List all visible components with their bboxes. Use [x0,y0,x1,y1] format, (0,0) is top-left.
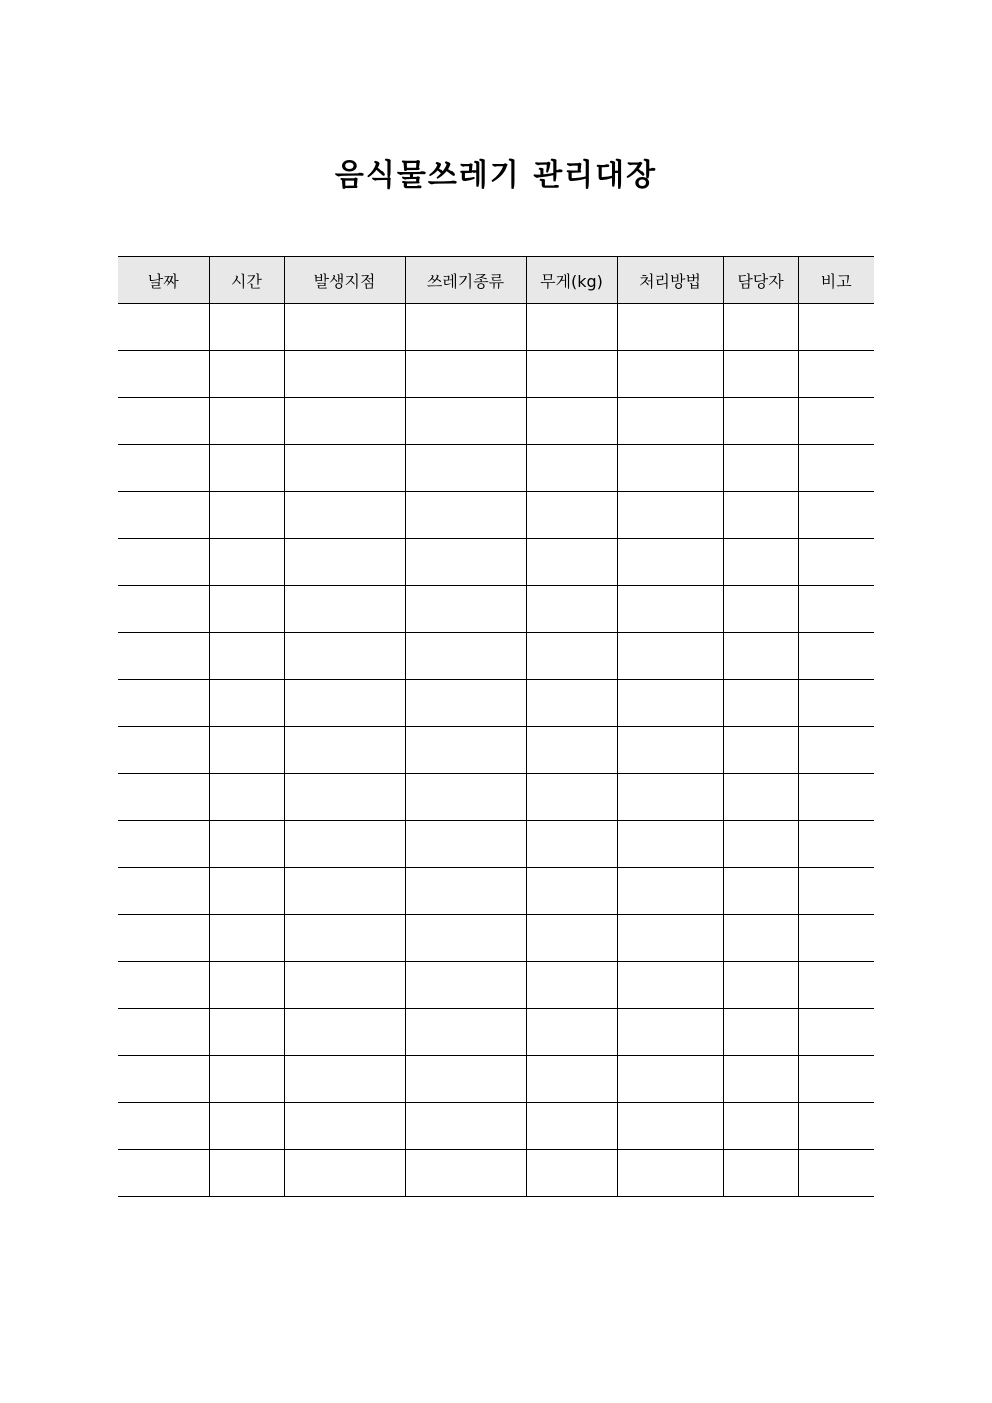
cell-disposal-method [617,398,723,445]
cell-location [284,821,405,868]
cell-weight [526,1150,617,1197]
cell-location [284,680,405,727]
cell-manager [723,1056,798,1103]
cell-waste-type [405,304,526,351]
cell-manager [723,445,798,492]
cell-location [284,962,405,1009]
cell-manager [723,351,798,398]
cell-waste-type [405,915,526,962]
cell-disposal-method [617,304,723,351]
cell-time [209,774,284,821]
cell-location [284,774,405,821]
cell-time [209,351,284,398]
cell-remarks [798,962,874,1009]
cell-date [118,821,209,868]
table-row [118,1103,874,1150]
cell-waste-type [405,398,526,445]
cell-weight [526,868,617,915]
cell-disposal-method [617,539,723,586]
cell-remarks [798,680,874,727]
table-row [118,492,874,539]
cell-time [209,962,284,1009]
cell-remarks [798,727,874,774]
table-row [118,1056,874,1103]
cell-date [118,915,209,962]
cell-location [284,727,405,774]
table-row [118,304,874,351]
cell-time [209,398,284,445]
cell-location [284,492,405,539]
cell-manager [723,539,798,586]
cell-waste-type [405,774,526,821]
cell-location [284,1103,405,1150]
cell-date [118,1150,209,1197]
cell-weight [526,633,617,680]
cell-location [284,1056,405,1103]
cell-waste-type [405,1150,526,1197]
cell-location [284,868,405,915]
cell-weight [526,539,617,586]
cell-time [209,1056,284,1103]
cell-disposal-method [617,586,723,633]
cell-date [118,351,209,398]
table-row [118,586,874,633]
cell-location [284,351,405,398]
cell-disposal-method [617,774,723,821]
table-row [118,351,874,398]
table-row [118,821,874,868]
cell-weight [526,821,617,868]
cell-weight [526,586,617,633]
cell-waste-type [405,445,526,492]
cell-location [284,1150,405,1197]
cell-remarks [798,915,874,962]
cell-weight [526,1056,617,1103]
cell-disposal-method [617,1056,723,1103]
cell-remarks [798,868,874,915]
cell-disposal-method [617,351,723,398]
cell-waste-type [405,680,526,727]
cell-manager [723,821,798,868]
cell-waste-type [405,633,526,680]
cell-manager [723,868,798,915]
cell-time [209,915,284,962]
cell-remarks [798,633,874,680]
table-body [118,304,874,1197]
cell-manager [723,1103,798,1150]
column-header-time: 시간 [209,257,284,304]
cell-weight [526,1009,617,1056]
table-row [118,962,874,1009]
cell-time [209,727,284,774]
cell-weight [526,774,617,821]
cell-manager [723,304,798,351]
cell-weight [526,398,617,445]
cell-waste-type [405,727,526,774]
cell-remarks [798,586,874,633]
table-row [118,539,874,586]
cell-weight [526,962,617,1009]
cell-location [284,539,405,586]
column-header-disposal-method: 처리방법 [617,257,723,304]
cell-time [209,445,284,492]
cell-weight [526,304,617,351]
cell-location [284,445,405,492]
cell-date [118,633,209,680]
table-row [118,445,874,492]
cell-remarks [798,1103,874,1150]
cell-time [209,680,284,727]
column-header-manager: 담당자 [723,257,798,304]
table-row [118,868,874,915]
cell-remarks [798,351,874,398]
cell-date [118,492,209,539]
cell-date [118,1103,209,1150]
table-row [118,774,874,821]
cell-remarks [798,304,874,351]
cell-manager [723,774,798,821]
cell-location [284,633,405,680]
cell-time [209,304,284,351]
cell-location [284,915,405,962]
column-header-weight: 무게(kg) [526,257,617,304]
cell-remarks [798,398,874,445]
cell-time [209,633,284,680]
table-row [118,398,874,445]
cell-remarks [798,539,874,586]
cell-remarks [798,1150,874,1197]
cell-manager [723,680,798,727]
cell-date [118,304,209,351]
cell-disposal-method [617,1009,723,1056]
table-header-row [118,257,874,304]
cell-disposal-method [617,680,723,727]
cell-time [209,586,284,633]
cell-remarks [798,1056,874,1103]
cell-remarks [798,774,874,821]
cell-time [209,1009,284,1056]
cell-manager [723,586,798,633]
cell-disposal-method [617,962,723,1009]
cell-location [284,398,405,445]
cell-date [118,1056,209,1103]
cell-time [209,539,284,586]
column-header-waste-type: 쓰레기종류 [405,257,526,304]
cell-disposal-method [617,821,723,868]
cell-time [209,1150,284,1197]
cell-manager [723,492,798,539]
cell-disposal-method [617,868,723,915]
cell-date [118,962,209,1009]
food-waste-ledger-table [118,256,874,1197]
cell-remarks [798,492,874,539]
cell-remarks [798,445,874,492]
cell-time [209,868,284,915]
cell-date [118,727,209,774]
cell-date [118,774,209,821]
cell-disposal-method [617,1150,723,1197]
cell-time [209,492,284,539]
cell-remarks [798,1009,874,1056]
cell-location [284,1009,405,1056]
table-row [118,915,874,962]
cell-date [118,398,209,445]
cell-time [209,821,284,868]
table-row [118,1150,874,1197]
table-row [118,727,874,774]
cell-time [209,1103,284,1150]
cell-waste-type [405,1103,526,1150]
cell-disposal-method [617,915,723,962]
cell-waste-type [405,868,526,915]
cell-date [118,868,209,915]
cell-waste-type [405,492,526,539]
cell-weight [526,445,617,492]
cell-location [284,586,405,633]
cell-weight [526,915,617,962]
cell-disposal-method [617,633,723,680]
cell-waste-type [405,821,526,868]
cell-weight [526,351,617,398]
column-header-date: 날짜 [118,257,209,304]
document-title: 음식물쓰레기 관리대장 [334,158,658,194]
cell-weight [526,727,617,774]
cell-disposal-method [617,727,723,774]
cell-date [118,680,209,727]
table-row [118,680,874,727]
cell-weight [526,1103,617,1150]
cell-disposal-method [617,1103,723,1150]
cell-date [118,1009,209,1056]
table-row [118,633,874,680]
cell-waste-type [405,962,526,1009]
cell-disposal-method [617,492,723,539]
cell-remarks [798,821,874,868]
cell-location [284,304,405,351]
cell-waste-type [405,539,526,586]
cell-date [118,586,209,633]
cell-date [118,445,209,492]
cell-manager [723,915,798,962]
cell-manager [723,633,798,680]
column-header-location: 발생지점 [284,257,405,304]
cell-manager [723,1009,798,1056]
cell-manager [723,962,798,1009]
column-header-remarks: 비고 [798,257,874,304]
cell-waste-type [405,1009,526,1056]
cell-waste-type [405,1056,526,1103]
cell-manager [723,398,798,445]
cell-manager [723,1150,798,1197]
table-row [118,1009,874,1056]
cell-weight [526,492,617,539]
cell-disposal-method [617,445,723,492]
cell-weight [526,680,617,727]
cell-waste-type [405,351,526,398]
cell-date [118,539,209,586]
cell-manager [723,727,798,774]
cell-waste-type [405,586,526,633]
